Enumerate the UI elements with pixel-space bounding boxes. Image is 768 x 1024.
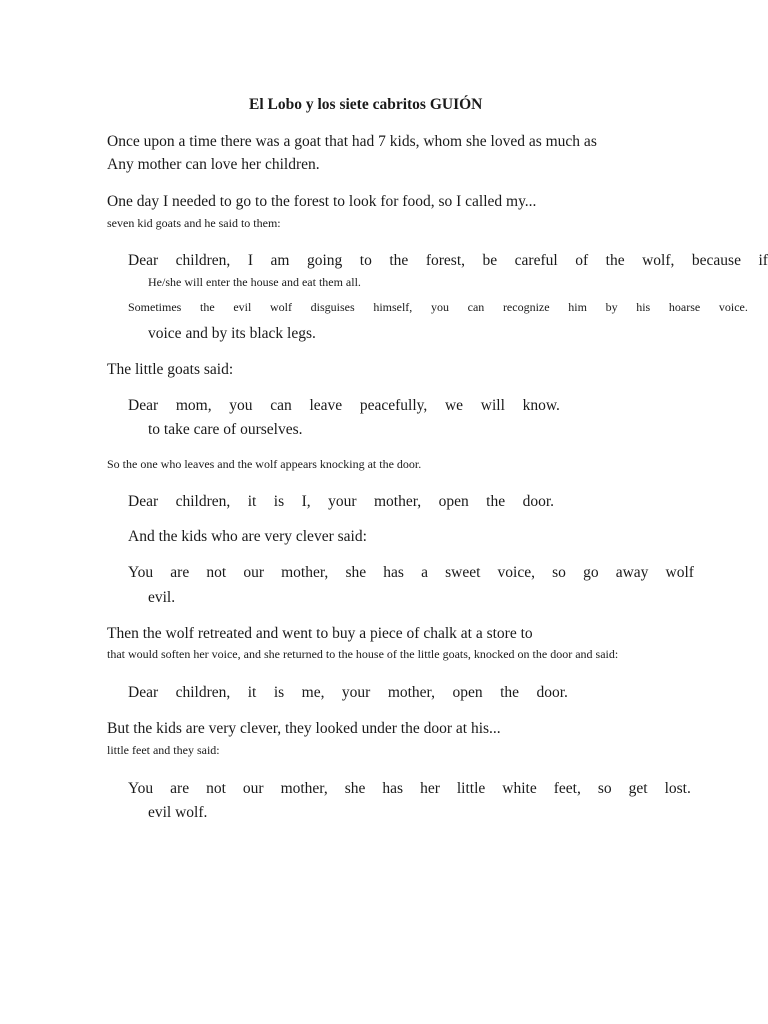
- word: You: [128, 780, 154, 797]
- justified-line: [128, 252, 768, 270]
- word: me,: [301, 684, 325, 701]
- paragraph-line: So the one who leaves and the wolf appears knocking at the door.: [107, 457, 422, 471]
- word: going: [306, 252, 343, 269]
- word: Dear: [128, 684, 159, 701]
- word: Dear: [128, 252, 159, 269]
- word: open: [438, 493, 469, 510]
- paragraph-line: that would soften her voice, and she returned to the house of the little goats, knocked on the door and said:: [107, 647, 619, 661]
- word: his: [636, 300, 651, 314]
- word: forest,: [425, 252, 465, 269]
- word: I: [247, 252, 253, 269]
- paragraph-line: voice and by its black legs.: [148, 325, 316, 342]
- word: voice,: [497, 564, 535, 581]
- word: wolf,: [642, 252, 675, 269]
- word: a: [421, 564, 428, 581]
- word: not: [206, 780, 226, 797]
- word: be: [482, 252, 498, 269]
- word: You: [128, 564, 154, 581]
- word: to: [359, 252, 372, 269]
- word: door.: [536, 684, 568, 701]
- word: she: [345, 564, 367, 581]
- paragraph-line: Then the wolf retreated and went to buy a piece of chalk at a store to: [107, 625, 533, 642]
- word: has: [383, 564, 404, 581]
- word: has: [382, 780, 404, 797]
- word: peacefully,: [359, 397, 428, 414]
- justified-line: [128, 780, 691, 798]
- word: can: [270, 397, 292, 414]
- word: I,: [301, 493, 311, 510]
- word: your: [341, 684, 371, 701]
- justified-line: [128, 684, 568, 702]
- paragraph-line: And the kids who are very clever said:: [128, 528, 367, 545]
- word: she: [344, 780, 366, 797]
- word: it: [247, 493, 257, 510]
- word: the: [500, 684, 519, 701]
- word: wolf: [665, 564, 694, 581]
- word: is: [273, 684, 285, 701]
- word: are: [170, 780, 190, 797]
- word: open: [452, 684, 483, 701]
- paragraph-line: Any mother can love her children.: [107, 156, 320, 173]
- word: is: [273, 493, 285, 510]
- word: our: [243, 564, 264, 581]
- word: so: [597, 780, 612, 797]
- word: feet,: [553, 780, 581, 797]
- word: of: [575, 252, 589, 269]
- word: the: [200, 300, 215, 314]
- word: your: [328, 493, 357, 510]
- word: her: [420, 780, 440, 797]
- word: are: [170, 564, 190, 581]
- word: lost.: [664, 780, 691, 797]
- word: go: [583, 564, 599, 581]
- word: children,: [175, 252, 231, 269]
- word: him: [568, 300, 587, 314]
- document-title: El Lobo y los siete cabritos GUIÓN: [249, 96, 483, 113]
- word: the: [389, 252, 409, 269]
- word: mother,: [281, 564, 329, 581]
- word: voice.: [718, 300, 748, 314]
- paragraph-line: The little goats said:: [107, 361, 234, 378]
- word: door.: [522, 493, 554, 510]
- word: white: [502, 780, 537, 797]
- word: we: [444, 397, 464, 414]
- word: mom,: [175, 397, 212, 414]
- paragraph-line: But the kids are very clever, they looked under the door at his...: [107, 720, 501, 737]
- word: disguises: [310, 300, 355, 314]
- word: little: [456, 780, 486, 797]
- word: Dear: [128, 493, 159, 510]
- word: our: [242, 780, 264, 797]
- word: it: [247, 684, 257, 701]
- word: hoarse: [668, 300, 701, 314]
- word: wolf: [269, 300, 292, 314]
- word: Dear: [128, 397, 159, 414]
- word: you: [229, 397, 253, 414]
- word: will: [480, 397, 505, 414]
- justified-line: [128, 300, 748, 314]
- paragraph-line: seven kid goats and he said to them:: [107, 216, 281, 230]
- justified-line: [128, 564, 694, 582]
- paragraph-line: One day I needed to go to the forest to look for food, so I called my...: [107, 193, 537, 210]
- paragraph-line: to take care of ourselves.: [148, 421, 303, 438]
- justified-line: [128, 397, 560, 415]
- word: the: [605, 252, 625, 269]
- word: children,: [175, 493, 231, 510]
- word: the: [486, 493, 506, 510]
- word: children,: [175, 684, 231, 701]
- word: mother,: [387, 684, 435, 701]
- word: by: [605, 300, 618, 314]
- word: recognize: [502, 300, 550, 314]
- word: away: [615, 564, 649, 581]
- word: Sometimes: [128, 300, 182, 314]
- word: not: [206, 564, 227, 581]
- word: sweet: [445, 564, 481, 581]
- paragraph-line: little feet and they said:: [107, 743, 220, 757]
- word: himself,: [373, 300, 413, 314]
- word: can: [467, 300, 485, 314]
- word: am: [270, 252, 290, 269]
- paragraph-line: evil wolf.: [148, 804, 208, 821]
- word: careful: [514, 252, 558, 269]
- word: evil: [233, 300, 252, 314]
- word: you: [430, 300, 449, 314]
- paragraph-line: He/she will enter the house and eat them all.: [148, 275, 361, 289]
- word: mother,: [373, 493, 422, 510]
- word: so: [552, 564, 566, 581]
- word: because: [691, 252, 741, 269]
- word: know.: [522, 397, 560, 414]
- word: get: [628, 780, 648, 797]
- paragraph-line: evil.: [148, 589, 176, 606]
- word: mother,: [280, 780, 328, 797]
- justified-line: [128, 493, 554, 511]
- word: leave: [309, 397, 343, 414]
- paragraph-line: Once upon a time there was a goat that had 7 kids, whom she loved as much as: [107, 133, 597, 150]
- word: if: [758, 252, 768, 269]
